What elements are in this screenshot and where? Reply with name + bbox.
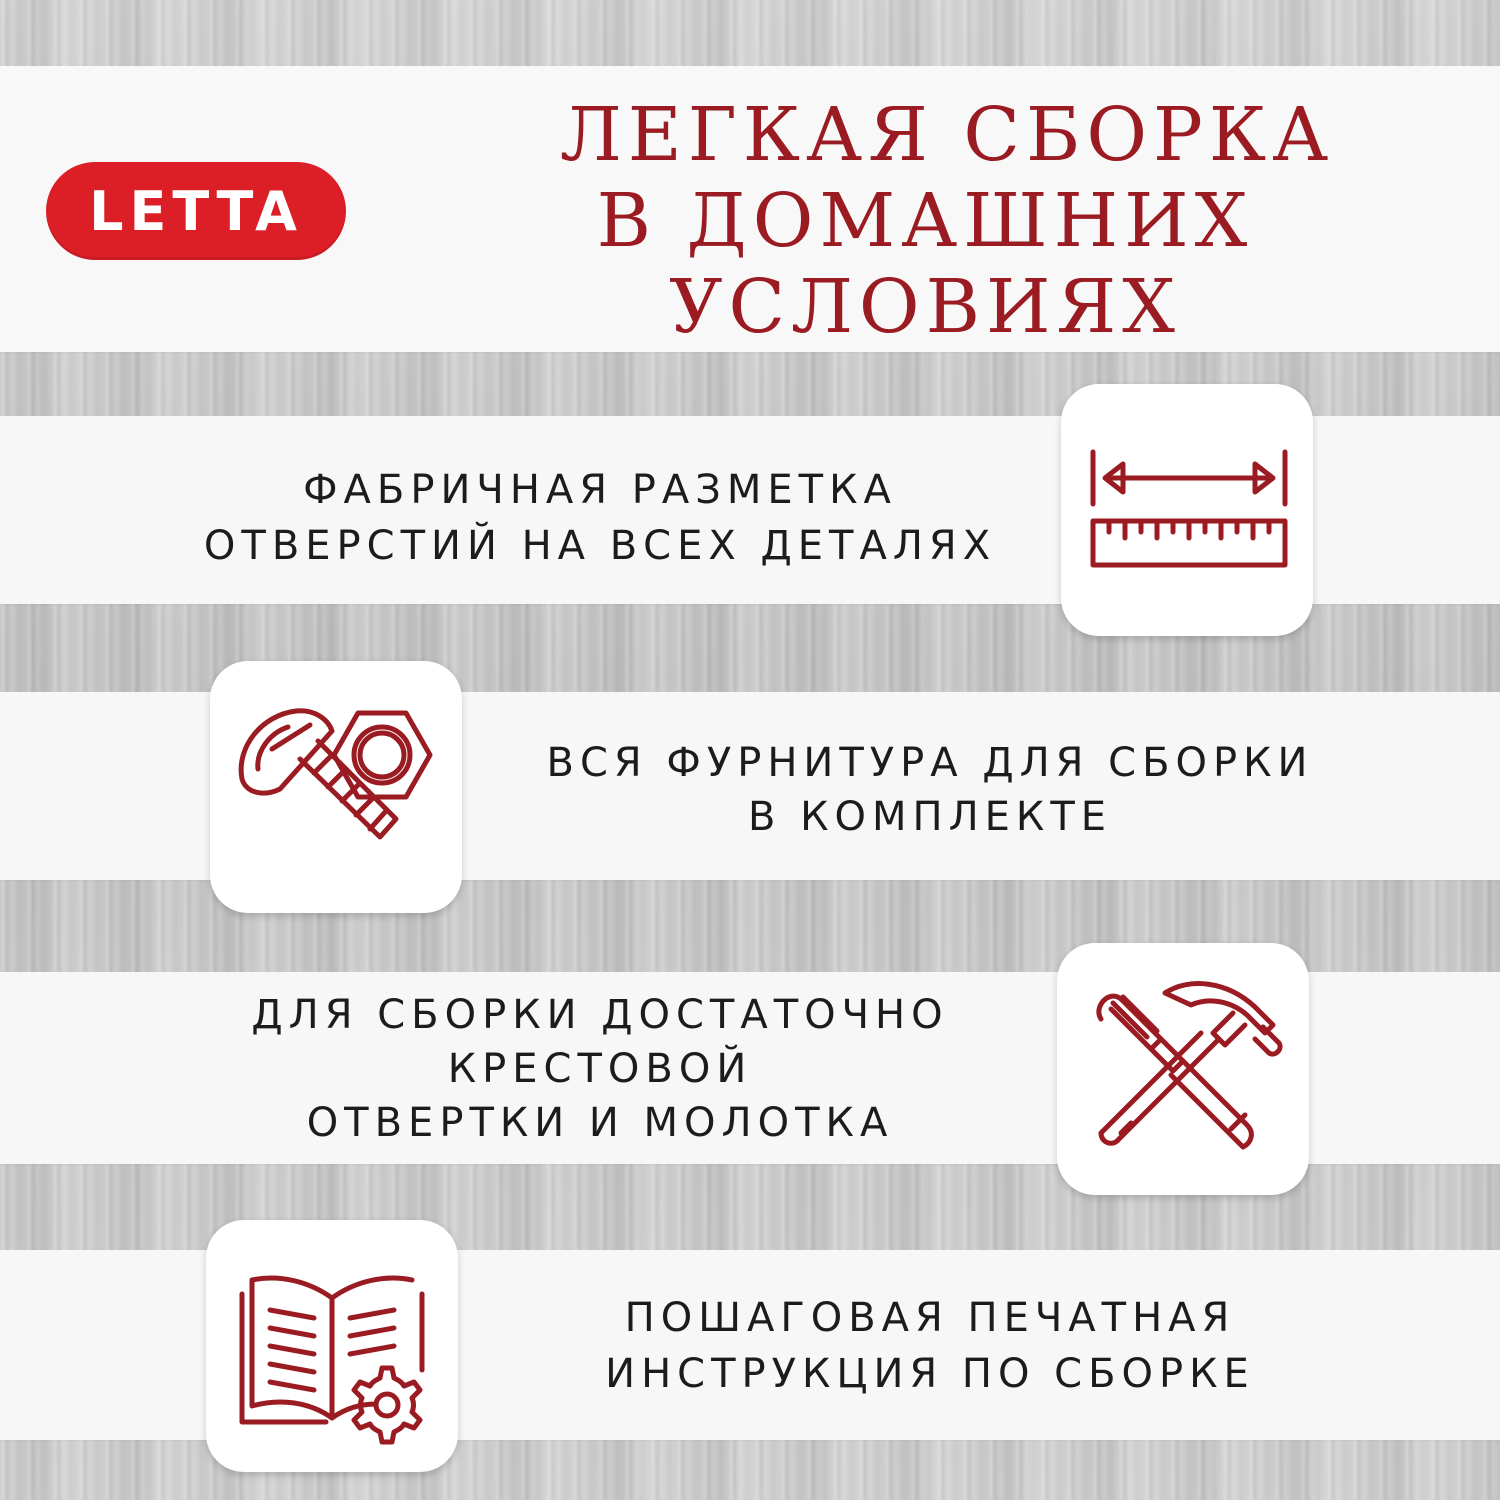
logo-text: LETTA	[89, 179, 303, 243]
feature-instructions-line-1: ПОШАГОВАЯ ПЕЧАТНАЯ	[624, 1295, 1236, 1341]
hardware-tile	[210, 661, 462, 913]
feature-text-markup	[150, 462, 1050, 574]
instructions-tile	[206, 1220, 458, 1472]
feature-markup-line-2: ОТВЕРСТИЙ НА ВСЕХ ДЕТАЛЯХ	[203, 523, 997, 569]
bolt-nut-icon	[210, 661, 462, 913]
feature-hardware-line-1: ВСЯ ФУРНИТУРА ДЛЯ СБОРКИ	[546, 740, 1314, 786]
letta-logo	[46, 162, 346, 260]
tools-tile	[1057, 943, 1309, 1195]
feature-hardware-line-2: В КОМПЛЕКТЕ	[747, 794, 1113, 840]
feature-text-hardware	[470, 736, 1390, 844]
feature-instructions-line-2: ИНСТРУКЦИЯ ПО СБОРКЕ	[605, 1351, 1255, 1397]
feature-tools-line-3: ОТВЕРТКИ И МОЛОТКА	[306, 1100, 894, 1146]
feature-tools-line-2: КРЕСТОВОЙ	[447, 1046, 753, 1092]
ruler-tile	[1061, 384, 1313, 636]
feature-text-instructions	[470, 1290, 1390, 1402]
feature-text-tools	[150, 988, 1050, 1150]
page-title	[560, 92, 1335, 350]
title-line-1: ЛЕГКАЯ СБОРКА	[560, 92, 1335, 178]
ruler-measure-icon	[1061, 384, 1313, 636]
screwdriver-hammer-icon	[1057, 943, 1309, 1195]
instruction-book-gear-icon	[206, 1220, 458, 1472]
feature-tools-line-1: ДЛЯ СБОРКИ ДОСТАТОЧНО	[251, 992, 949, 1038]
title-line-2: В ДОМАШНИХ	[596, 178, 1254, 264]
feature-markup-line-1: ФАБРИЧНАЯ РАЗМЕТКА	[303, 467, 897, 513]
title-line-3: УСЛОВИЯХ	[669, 264, 1181, 350]
